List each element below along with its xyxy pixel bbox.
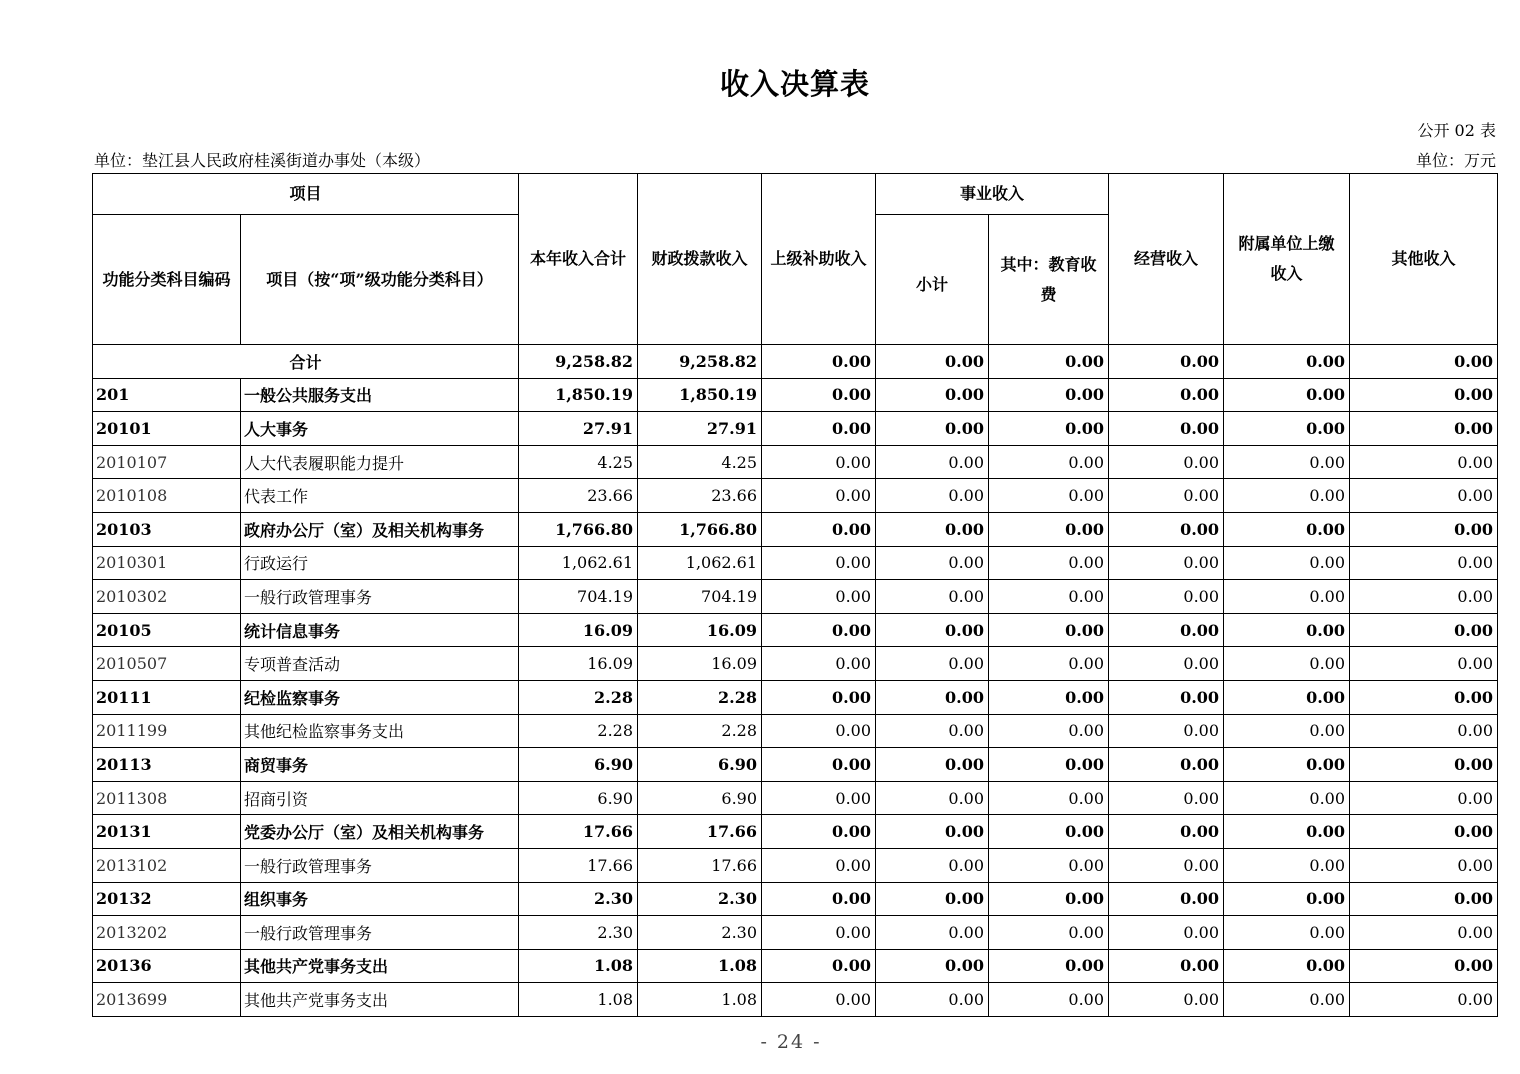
row-value: 0.00	[762, 949, 876, 983]
row-name: 其他共产党事务支出	[241, 949, 519, 983]
row-value: 1.08	[519, 983, 638, 1017]
row-code: 2010108	[93, 479, 241, 513]
table-row	[93, 781, 1498, 815]
row-code: 2010107	[93, 445, 241, 479]
unit-organization: 单位：垫江县人民政府桂溪街道办事处（本级）	[94, 151, 431, 170]
row-value: 0.00	[1350, 512, 1498, 546]
table-row	[93, 949, 1498, 983]
row-value: 0.00	[989, 882, 1109, 916]
table-row	[93, 580, 1498, 614]
table-row	[93, 512, 1498, 546]
row-value: 2.28	[638, 680, 762, 714]
row-value: 0.00	[989, 647, 1109, 681]
row-value: 0.00	[1350, 714, 1498, 748]
row-code: 20111	[93, 680, 241, 714]
row-value: 0.00	[989, 949, 1109, 983]
row-value: 0.00	[762, 512, 876, 546]
table-row	[93, 680, 1498, 714]
row-code: 20113	[93, 748, 241, 782]
row-code: 20136	[93, 949, 241, 983]
row-name: 其他纪检监察事务支出	[241, 714, 519, 748]
row-value: 0.00	[762, 781, 876, 815]
row-value: 0.00	[989, 512, 1109, 546]
row-value: 0.00	[1109, 882, 1224, 916]
row-value: 0.00	[762, 647, 876, 681]
row-value: 0.00	[989, 412, 1109, 446]
row-value: 0.00	[876, 781, 989, 815]
row-value: 0.00	[762, 580, 876, 614]
row-value: 0.00	[1224, 412, 1350, 446]
row-value: 23.66	[519, 479, 638, 513]
row-value: 0.00	[989, 613, 1109, 647]
row-value: 0.00	[876, 647, 989, 681]
row-name: 专项普查活动	[241, 647, 519, 681]
row-value: 0.00	[1350, 378, 1498, 412]
header-business: 事业收入	[876, 174, 1109, 215]
header-code: 功能分类科目编码	[93, 215, 241, 345]
row-value: 0.00	[1224, 479, 1350, 513]
row-value: 0.00	[876, 882, 989, 916]
header-fiscal: 财政拨款收入	[638, 174, 762, 345]
row-name: 一般行政管理事务	[241, 580, 519, 614]
row-value: 0.00	[876, 378, 989, 412]
row-value: 1,850.19	[638, 378, 762, 412]
row-value: 27.91	[519, 412, 638, 446]
page-title: 收入决算表	[719, 67, 870, 101]
row-value: 0.00	[1109, 815, 1224, 849]
row-value: 0.00	[876, 815, 989, 849]
row-value: 0.00	[876, 714, 989, 748]
row-value: 0.00	[1350, 916, 1498, 950]
row-value: 6.90	[638, 748, 762, 782]
row-value: 0.00	[762, 546, 876, 580]
row-value: 0.00	[1109, 748, 1224, 782]
row-value: 0.00	[989, 916, 1109, 950]
table-row	[93, 378, 1498, 412]
row-value: 0.00	[989, 580, 1109, 614]
row-name: 一般行政管理事务	[241, 848, 519, 882]
row-value: 0.00	[1109, 680, 1224, 714]
header-superior: 上级补助收入	[762, 174, 876, 345]
table-row	[93, 848, 1498, 882]
row-value: 0.00	[876, 916, 989, 950]
total-value: 0.00	[876, 345, 989, 379]
row-value: 0.00	[1350, 546, 1498, 580]
total-label: 合计	[93, 345, 519, 379]
row-value: 0.00	[1224, 512, 1350, 546]
row-name: 其他共产党事务支出	[241, 983, 519, 1017]
row-value: 0.00	[876, 848, 989, 882]
table-row	[93, 714, 1498, 748]
page-number: - 24 -	[760, 1031, 822, 1053]
row-value: 0.00	[762, 412, 876, 446]
row-name: 党委办公厅（室）及相关机构事务	[241, 815, 519, 849]
row-value: 1,062.61	[638, 546, 762, 580]
row-code: 2010301	[93, 546, 241, 580]
row-name: 一般公共服务支出	[241, 378, 519, 412]
row-value: 0.00	[989, 983, 1109, 1017]
row-value: 0.00	[1224, 781, 1350, 815]
table-row	[93, 445, 1498, 479]
table-row	[93, 479, 1498, 513]
row-value: 0.00	[1350, 613, 1498, 647]
row-code: 2013699	[93, 983, 241, 1017]
row-name: 统计信息事务	[241, 613, 519, 647]
row-code: 20101	[93, 412, 241, 446]
row-value: 16.09	[519, 647, 638, 681]
row-value: 0.00	[762, 983, 876, 1017]
total-value: 0.00	[762, 345, 876, 379]
row-value: 16.09	[638, 613, 762, 647]
row-value: 0.00	[1350, 983, 1498, 1017]
row-code: 2011199	[93, 714, 241, 748]
row-name: 招商引资	[241, 781, 519, 815]
row-value: 1,766.80	[519, 512, 638, 546]
row-value: 0.00	[1350, 781, 1498, 815]
row-value: 0.00	[876, 546, 989, 580]
row-name: 一般行政管理事务	[241, 916, 519, 950]
row-value: 0.00	[1350, 479, 1498, 513]
row-value: 2.28	[519, 680, 638, 714]
row-code: 20132	[93, 882, 241, 916]
row-value: 0.00	[762, 882, 876, 916]
row-name: 政府办公厅（室）及相关机构事务	[241, 512, 519, 546]
row-value: 0.00	[1109, 848, 1224, 882]
row-value: 0.00	[1109, 949, 1224, 983]
row-name: 行政运行	[241, 546, 519, 580]
row-value: 0.00	[1224, 748, 1350, 782]
row-value: 0.00	[762, 714, 876, 748]
row-value: 0.00	[876, 512, 989, 546]
row-value: 0.00	[762, 445, 876, 479]
row-value: 1,062.61	[519, 546, 638, 580]
row-value: 0.00	[1109, 412, 1224, 446]
row-value: 0.00	[876, 949, 989, 983]
table-row	[93, 882, 1498, 916]
table-row	[93, 916, 1498, 950]
row-value: 0.00	[1350, 580, 1498, 614]
row-value: 0.00	[1350, 882, 1498, 916]
row-value: 704.19	[519, 580, 638, 614]
row-value: 6.90	[519, 781, 638, 815]
row-value: 0.00	[1350, 647, 1498, 681]
row-value: 0.00	[989, 445, 1109, 479]
row-code: 20131	[93, 815, 241, 849]
row-value: 0.00	[1109, 983, 1224, 1017]
row-value: 0.00	[876, 580, 989, 614]
row-value: 17.66	[519, 815, 638, 849]
row-value: 2.30	[519, 916, 638, 950]
row-value: 1.08	[638, 983, 762, 1017]
row-value: 0.00	[876, 412, 989, 446]
row-value: 0.00	[876, 445, 989, 479]
row-value: 0.00	[1350, 848, 1498, 882]
row-value: 0.00	[989, 748, 1109, 782]
row-value: 0.00	[1224, 916, 1350, 950]
row-value: 0.00	[1109, 916, 1224, 950]
row-value: 17.66	[638, 848, 762, 882]
row-value: 0.00	[1109, 613, 1224, 647]
row-value: 0.00	[1224, 949, 1350, 983]
row-value: 0.00	[1350, 412, 1498, 446]
row-value: 1,850.19	[519, 378, 638, 412]
row-value: 0.00	[762, 916, 876, 950]
row-value: 0.00	[1224, 546, 1350, 580]
row-value: 0.00	[1109, 781, 1224, 815]
header-subtotal: 小计	[876, 215, 989, 345]
row-code: 2010302	[93, 580, 241, 614]
row-value: 0.00	[1224, 680, 1350, 714]
row-value: 0.00	[762, 613, 876, 647]
row-value: 0.00	[989, 546, 1109, 580]
row-value: 1.08	[519, 949, 638, 983]
row-value: 0.00	[1350, 748, 1498, 782]
row-value: 4.25	[519, 445, 638, 479]
row-value: 0.00	[989, 479, 1109, 513]
total-value: 0.00	[1224, 345, 1350, 379]
row-name: 人大事务	[241, 412, 519, 446]
row-value: 0.00	[1350, 680, 1498, 714]
row-value: 2.28	[638, 714, 762, 748]
row-value: 2.30	[638, 882, 762, 916]
table-row	[93, 412, 1498, 446]
header-name: 项目（按“项”级功能分类科目）	[241, 215, 519, 345]
total-value: 9,258.82	[638, 345, 762, 379]
row-value: 0.00	[876, 983, 989, 1017]
row-value: 0.00	[989, 848, 1109, 882]
row-value: 0.00	[762, 848, 876, 882]
header-operating: 经营收入	[1109, 174, 1224, 345]
row-name: 代表工作	[241, 479, 519, 513]
row-value: 0.00	[1109, 479, 1224, 513]
header-edu: 其中：教育收费	[989, 215, 1109, 345]
unit-currency: 单位：万元	[1415, 151, 1496, 170]
row-value: 4.25	[638, 445, 762, 479]
header-project: 项目	[93, 174, 519, 215]
row-name: 组织事务	[241, 882, 519, 916]
header-total: 本年收入合计	[519, 174, 638, 345]
row-value: 1.08	[638, 949, 762, 983]
row-code: 20103	[93, 512, 241, 546]
row-value: 0.00	[1224, 882, 1350, 916]
row-value: 6.90	[638, 781, 762, 815]
row-value: 0.00	[1109, 512, 1224, 546]
row-value: 27.91	[638, 412, 762, 446]
row-name: 人大代表履职能力提升	[241, 445, 519, 479]
row-value: 0.00	[1109, 714, 1224, 748]
row-value: 16.09	[519, 613, 638, 647]
row-value: 0.00	[1224, 815, 1350, 849]
row-code: 2013202	[93, 916, 241, 950]
row-value: 0.00	[762, 479, 876, 513]
row-value: 0.00	[1224, 848, 1350, 882]
row-name: 纪检监察事务	[241, 680, 519, 714]
row-value: 0.00	[989, 714, 1109, 748]
row-value: 17.66	[519, 848, 638, 882]
row-value: 0.00	[1224, 378, 1350, 412]
row-code: 2011308	[93, 781, 241, 815]
row-value: 0.00	[1224, 714, 1350, 748]
row-value: 0.00	[1350, 815, 1498, 849]
row-value: 704.19	[638, 580, 762, 614]
total-value: 9,258.82	[519, 345, 638, 379]
row-value: 0.00	[1350, 445, 1498, 479]
table-row	[93, 613, 1498, 647]
total-value: 0.00	[1109, 345, 1224, 379]
total-row	[93, 345, 1498, 379]
row-value: 23.66	[638, 479, 762, 513]
row-value: 0.00	[876, 613, 989, 647]
row-value: 0.00	[989, 781, 1109, 815]
row-value: 0.00	[1109, 647, 1224, 681]
row-value: 1,766.80	[638, 512, 762, 546]
table-row	[93, 647, 1498, 681]
row-value: 0.00	[989, 378, 1109, 412]
row-value: 0.00	[989, 815, 1109, 849]
row-value: 0.00	[1109, 445, 1224, 479]
table-row	[93, 983, 1498, 1017]
header-affiliate: 附属单位上缴收入	[1224, 174, 1350, 345]
row-value: 0.00	[876, 680, 989, 714]
row-name: 商贸事务	[241, 748, 519, 782]
row-value: 6.90	[519, 748, 638, 782]
row-code: 20105	[93, 613, 241, 647]
row-value: 0.00	[1224, 647, 1350, 681]
row-value: 0.00	[989, 680, 1109, 714]
row-value: 0.00	[762, 680, 876, 714]
row-value: 0.00	[762, 378, 876, 412]
row-value: 0.00	[876, 479, 989, 513]
table-row	[93, 748, 1498, 782]
total-value: 0.00	[1350, 345, 1498, 379]
row-code: 2010507	[93, 647, 241, 681]
row-value: 0.00	[1224, 580, 1350, 614]
header-other: 其他收入	[1350, 174, 1498, 345]
row-value: 0.00	[1109, 546, 1224, 580]
row-value: 0.00	[876, 748, 989, 782]
row-code: 2013102	[93, 848, 241, 882]
row-value: 2.30	[638, 916, 762, 950]
row-value: 0.00	[762, 815, 876, 849]
row-value: 0.00	[1224, 983, 1350, 1017]
row-value: 2.28	[519, 714, 638, 748]
table-row	[93, 815, 1498, 849]
total-value: 0.00	[989, 345, 1109, 379]
row-value: 0.00	[1350, 949, 1498, 983]
form-number: 公开 02 表	[1417, 121, 1496, 140]
row-value: 17.66	[638, 815, 762, 849]
row-value: 0.00	[1224, 445, 1350, 479]
table-row	[93, 546, 1498, 580]
row-value: 0.00	[1109, 580, 1224, 614]
row-value: 0.00	[762, 748, 876, 782]
row-code: 201	[93, 378, 241, 412]
row-value: 0.00	[1224, 613, 1350, 647]
row-value: 16.09	[638, 647, 762, 681]
income-table	[92, 173, 1498, 1017]
row-value: 0.00	[1109, 378, 1224, 412]
row-value: 2.30	[519, 882, 638, 916]
